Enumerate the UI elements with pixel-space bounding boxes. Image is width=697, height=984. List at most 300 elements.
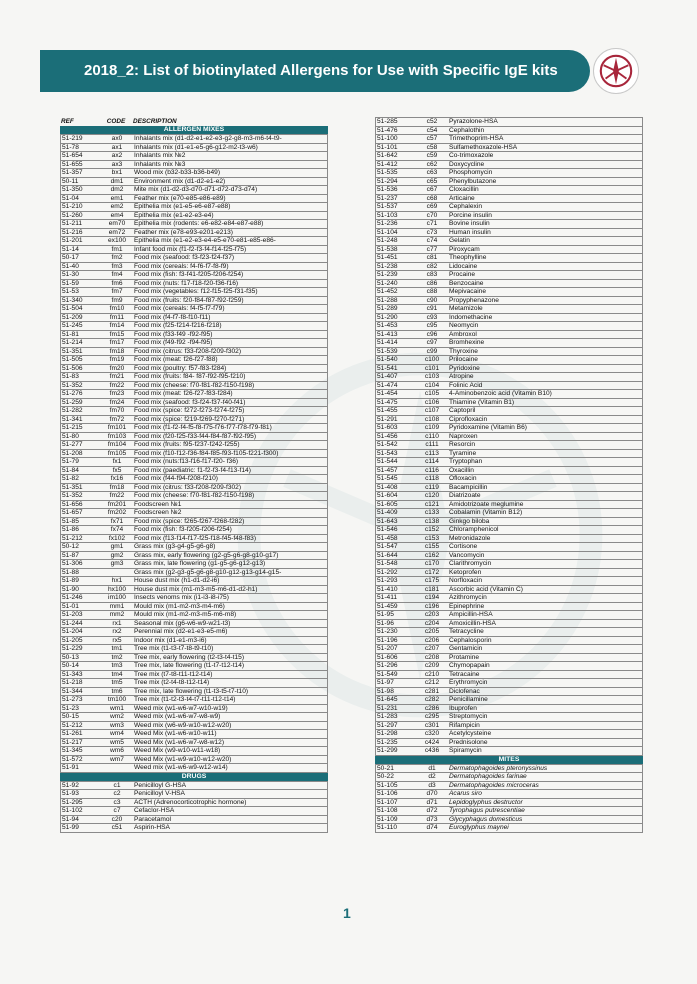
ref-cell: 51-344 [62, 687, 83, 695]
code-cell: wm4 [110, 730, 124, 737]
ref-cell: 51-237 [377, 194, 398, 202]
description-cell: Food mix (f44-f94-f208-f210) [134, 475, 218, 482]
ref-cell: 51-542 [377, 441, 398, 448]
ref-cell: 51-108 [377, 807, 398, 814]
table-row [375, 254, 643, 263]
ref-cell: 51-212 [62, 534, 83, 542]
code-cell: im100 [108, 594, 126, 601]
ref-cell: 51-239 [377, 271, 398, 278]
description-cell: Prilocaine [449, 356, 478, 363]
section-mites: MITES [375, 756, 643, 764]
ref-cell: 51-451 [377, 254, 398, 261]
description-cell: Tyramine [449, 449, 477, 457]
description-cell: Grass mix, early flowering (g2-g5-g6-g8-g10-g17) [134, 551, 279, 559]
table-row [60, 560, 328, 569]
code-cell: fm4 [111, 271, 123, 278]
ref-cell: 51-409 [377, 509, 398, 516]
description-cell: Food mix (seafood: f3-f24-f37-f40-f41) [134, 398, 246, 406]
ref-cell: 51-293 [377, 577, 398, 584]
code-cell: fm20 [109, 364, 125, 372]
ref-cell: 51-474 [377, 381, 398, 389]
ref-cell: 51-414 [377, 339, 398, 346]
table-row [60, 509, 328, 518]
code-cell: c77 [426, 245, 438, 253]
table-row [60, 263, 328, 272]
description-cell: Food mix (cheese: f70-f81-f82-f150-f198) [134, 381, 255, 389]
ref-cell: 51-97 [377, 679, 394, 686]
table-row [60, 458, 328, 467]
code-cell: fx1 [112, 458, 122, 465]
ref-cell: 51-260 [62, 211, 83, 219]
ref-cell: 51-541 [377, 364, 398, 372]
ref-cell: 51-549 [377, 670, 398, 678]
ref-cell: 51-211 [62, 220, 83, 227]
code-cell: c120 [424, 492, 440, 499]
ref-cell: 51-81 [62, 330, 79, 338]
code-cell: c320 [424, 730, 440, 737]
table-row [375, 424, 643, 433]
code-cell: fm3 [111, 262, 123, 270]
code-cell: c106 [424, 398, 440, 406]
ref-cell: 51-288 [377, 296, 398, 304]
table-row [60, 339, 328, 348]
code-cell: c212 [424, 679, 440, 686]
table-row [375, 178, 643, 187]
table-row [60, 824, 328, 833]
description-cell: Weed Mix (w1-w6-w7-w8-w12) [134, 738, 225, 746]
description-cell: Inhalants mix №3 [134, 160, 186, 168]
ref-cell: 51-410 [377, 585, 398, 593]
ref-cell: 51-455 [377, 407, 398, 414]
table-row [60, 654, 328, 663]
table-row [60, 696, 328, 705]
code-cell: c3 [113, 798, 121, 806]
table-row [60, 586, 328, 595]
code-cell: c91 [426, 305, 438, 312]
code-cell: c82 [426, 262, 438, 270]
description-cell: Tree mix, late flowering (t1-t7-t12-t14) [134, 662, 245, 669]
code-cell: c424 [424, 738, 440, 746]
table-row [60, 569, 328, 578]
description-cell: Insects venoms mix (i1-i3-i8-i75) [134, 594, 229, 601]
table-row [60, 246, 328, 255]
ref-cell: 51-236 [377, 220, 398, 227]
code-cell: fm7 [111, 288, 123, 295]
table-row [375, 441, 643, 450]
ref-cell: 51-538 [377, 245, 398, 253]
ref-cell: 51-603 [377, 424, 398, 431]
table-row [60, 662, 328, 671]
table-row [60, 305, 328, 314]
description-cell: Inhalants mix (d1-d2-e1-e2-e3-g2-g8-m3-m6-t4-t9- [134, 135, 282, 142]
code-cell: c62 [426, 160, 438, 168]
table-row [60, 722, 328, 731]
ref-cell: 51-23 [62, 704, 79, 712]
code-cell: c281 [424, 687, 440, 695]
code-cell: wm1 [110, 704, 124, 712]
code-cell: fm105 [107, 449, 127, 457]
description-cell: Articaine [449, 194, 475, 202]
table-row [60, 526, 328, 535]
table-row [375, 816, 643, 825]
code-cell: c65 [426, 177, 438, 185]
description-cell: 4-Aminobenzoic acid (Vitamin B10) [449, 390, 552, 397]
description-cell: Dermatophagoides farinae [449, 773, 527, 780]
table-row [60, 416, 328, 425]
description-cell: Doxycycline [449, 160, 485, 168]
ref-cell: 51-407 [377, 373, 398, 380]
table-row [375, 560, 643, 569]
code-cell: c68 [426, 194, 438, 202]
ref-cell: 51-453 [377, 322, 398, 329]
code-cell: fm1 [111, 245, 123, 253]
ref-cell: 50-12 [62, 543, 79, 550]
code-cell: fx16 [110, 475, 124, 482]
ref-cell: 51-218 [62, 679, 83, 686]
description-cell: Cloxacillin [449, 186, 479, 193]
allergen-mixes-table [60, 134, 328, 773]
ref-cell: 51-107 [377, 798, 398, 806]
table-row [375, 263, 643, 272]
description-cell: Resorcin [449, 441, 476, 448]
description-cell: Food mix (spice: f219-f269-f270-f271) [134, 415, 245, 423]
code-cell: c74 [426, 237, 438, 244]
ref-cell: 51-203 [62, 611, 83, 618]
description-cell: Epithelia mix (rodents: e6-e82-e84-e87-e88) [134, 220, 264, 227]
ref-cell: 51-261 [62, 730, 83, 737]
description-cell: Tree mix (t1-t2-t3-t4-t7-t11-t12-t14) [134, 696, 236, 703]
drugs-table-left [60, 781, 328, 833]
description-cell: Weed Mix (w9-w10-w11-w18) [134, 747, 221, 754]
description-cell: Procaine [449, 271, 476, 278]
table-row [60, 297, 328, 306]
table-row [60, 671, 328, 680]
code-cell: c194 [424, 594, 440, 601]
ref-cell: 51-572 [62, 755, 83, 763]
table-row [60, 152, 328, 161]
code-cell: em2 [110, 203, 124, 210]
table-row [375, 135, 643, 144]
table-row [60, 254, 328, 263]
table-row [60, 450, 328, 459]
ref-cell: 51-248 [377, 237, 398, 244]
ref-cell: 51-291 [377, 415, 398, 423]
code-cell: c170 [424, 560, 440, 567]
header-code: CODE [106, 118, 126, 125]
table-row [375, 671, 643, 680]
ref-cell: 51-240 [377, 279, 398, 287]
code-cell: c208 [424, 653, 440, 661]
code-cell: fm2 [111, 254, 123, 261]
code-cell: c119 [425, 483, 439, 491]
table-row [375, 543, 643, 552]
ref-cell: 51-539 [377, 347, 398, 355]
description-cell: Food mix (fruits: f84- f87-f92-f95-f210) [134, 373, 246, 380]
description-cell: Pyrazolone-HSA [449, 118, 498, 125]
ref-cell: 51-411 [377, 594, 398, 601]
description-cell: Food mix (seafood: f3-f23-f24-f37) [134, 254, 235, 261]
code-cell: c108 [424, 415, 440, 423]
ref-cell: 51-546 [377, 526, 398, 533]
ref-cell: 51-655 [62, 160, 83, 168]
ref-cell: 51-100 [377, 135, 398, 142]
table-row [375, 594, 643, 603]
code-cell: c205 [424, 628, 440, 635]
code-cell: c172 [424, 568, 440, 576]
description-cell: Food mix (nuts: f17-f18-f20-f36-f16) [134, 279, 239, 287]
description-cell: Food mix (f13-f14-f17-f25-f18-f45-f48-f83) [134, 534, 257, 542]
description-cell: Mould mix (m1-m2-m3-m5-m6-m8) [134, 611, 237, 618]
table-row [375, 314, 643, 323]
code-cell: fm201 [107, 500, 127, 508]
ref-cell: 51-352 [62, 381, 83, 389]
ref-cell: 51-457 [377, 466, 398, 474]
ref-cell: 51-40 [62, 262, 79, 270]
code-cell: c110 [425, 432, 439, 440]
description-cell: Phosphomycin [449, 169, 493, 176]
code-cell: c96 [426, 330, 438, 338]
description-cell: Food mix (fish: f3-f205-f206-f254) [134, 526, 232, 533]
table-row [375, 739, 643, 748]
table-row [375, 305, 643, 314]
code-cell: d2 [428, 773, 436, 780]
description-cell: Amoxicillin-HSA [449, 619, 496, 627]
description-cell: Food mix (vegetables: f12-f15-f25-f31-f35) [134, 288, 258, 295]
description-cell: Trimethoprim-HSA [449, 135, 504, 142]
ref-cell: 51-235 [377, 738, 398, 746]
table-row [375, 322, 643, 331]
description-cell: Cobalamin (Vitamin B12) [449, 509, 523, 516]
ref-cell: 51-290 [377, 313, 398, 321]
table-row [375, 526, 643, 535]
table-row [60, 637, 328, 646]
ref-cell: 51-294 [377, 177, 398, 185]
table-row [60, 135, 328, 144]
description-cell: Rifampicin [449, 721, 480, 729]
ref-cell: 51-351 [62, 347, 83, 355]
table-row [60, 645, 328, 654]
code-cell: c181 [424, 585, 440, 593]
mites-table [375, 764, 643, 833]
section-drugs: DRUGS [60, 773, 328, 781]
ref-cell: 51-229 [62, 645, 83, 652]
ref-cell: 51-299 [377, 747, 398, 754]
ref-cell: 51-351 [62, 483, 83, 491]
code-cell: c113 [425, 449, 439, 457]
code-cell: c54 [426, 126, 438, 134]
ref-cell: 51-341 [62, 415, 83, 423]
code-cell: gm1 [110, 543, 124, 550]
description-cell: Ampicillin-HSA [449, 611, 493, 618]
code-cell: c105 [424, 390, 440, 397]
table-row [375, 518, 643, 527]
table-row [60, 790, 328, 799]
table-row [60, 186, 328, 195]
description-cell: Inhalants mix №2 [134, 152, 186, 159]
ref-cell: 51-536 [377, 186, 398, 193]
description-cell: Perennial mix (d2-e1-e3-e5-m6) [134, 628, 228, 635]
ref-cell: 50-14 [62, 662, 79, 669]
code-cell: c69 [426, 203, 438, 210]
code-cell: rx2 [112, 628, 122, 635]
ref-cell: 51-277 [62, 441, 83, 448]
description-cell: Paracetamol [134, 815, 172, 823]
table-row [60, 237, 328, 246]
table-row [60, 594, 328, 603]
ref-cell: 51-276 [62, 390, 83, 397]
ref-cell: 51-215 [62, 424, 83, 431]
description-cell: Food mix (nuts:f13-f16-f17-f20- f36) [134, 458, 239, 465]
table-row [60, 552, 328, 561]
description-cell: Tree mix (t1-t3-t7-t8-t9-t10) [134, 645, 214, 652]
code-cell: fm6 [111, 279, 123, 287]
table-row [375, 492, 643, 501]
table-row [375, 603, 643, 612]
table-row [60, 271, 328, 280]
code-cell: c58 [426, 143, 438, 151]
description-cell: Weed mix (w6-w9-w10-w12-w20) [134, 721, 232, 729]
code-cell: c209 [424, 662, 440, 669]
table-row [375, 722, 643, 731]
table-row [375, 765, 643, 774]
ref-cell: 51-79 [62, 458, 79, 465]
ref-cell: 51-59 [62, 279, 79, 287]
description-cell: Feather mix (e70-e85-e86-e89) [134, 194, 226, 202]
ref-cell: 51-90 [62, 585, 79, 593]
code-cell: c95 [426, 322, 438, 329]
description-cell: Ascorbic acid (Vitamin C) [449, 585, 523, 593]
ref-cell: 51-454 [377, 390, 398, 397]
description-cell: Food mix (meat: f26-f27-f83-f284) [134, 390, 233, 397]
page-number: 1 [343, 905, 351, 921]
description-cell: Phenylbutazone [449, 177, 497, 185]
ref-cell: 51-80 [62, 432, 79, 440]
ref-cell: 51-645 [377, 696, 398, 703]
table-row [375, 484, 643, 493]
ref-cell: 51-201 [62, 237, 83, 244]
description-cell: House dust mix (h1-d1-d2-i6) [134, 577, 220, 584]
code-cell: d70 [426, 790, 438, 797]
description-cell: Food mix (f33-f49 -f92-f95) [134, 330, 213, 338]
description-cell: Penicilloyl V-HSA [134, 790, 185, 797]
ref-cell: 51-87 [62, 551, 79, 559]
table-row [60, 288, 328, 297]
code-cell: rx1 [112, 619, 122, 627]
table-row [375, 654, 643, 663]
ref-cell: 51-543 [377, 449, 398, 457]
table-row [60, 203, 328, 212]
description-cell: Euroglyphus maynei [449, 824, 509, 831]
code-cell: wm6 [110, 747, 124, 754]
code-cell: fx102 [108, 534, 126, 542]
ref-cell: 51-413 [377, 330, 398, 338]
ref-cell: 50-13 [62, 653, 79, 661]
code-cell: c155 [424, 543, 440, 550]
code-cell: tm6 [111, 687, 123, 695]
ref-cell: 51-340 [62, 296, 83, 304]
description-cell: Grass mix (g3-g4-g5-g6-g8) [134, 543, 216, 550]
ref-cell: 51-106 [377, 790, 398, 797]
ref-cell: 51-456 [377, 432, 398, 440]
description-cell: Penicilloyl G-HSA [134, 781, 187, 789]
code-cell: dm1 [110, 177, 124, 185]
code-cell: fm18 [109, 483, 125, 491]
table-row [375, 416, 643, 425]
code-cell: c286 [424, 704, 440, 712]
code-cell: d74 [426, 824, 438, 831]
table-row [60, 331, 328, 340]
code-cell: fx5 [112, 466, 122, 474]
code-cell: ax0 [111, 135, 123, 142]
description-cell: Lidocaine [449, 262, 478, 270]
code-cell: em70 [108, 220, 126, 227]
table-row [375, 407, 643, 416]
description-cell: Food mix (meat: f26-f27-f88) [134, 356, 218, 363]
description-cell: Food mix (spice: f265-f267-f268-f282) [134, 517, 245, 525]
ref-cell: 51-545 [377, 475, 398, 482]
ref-cell: 51-505 [62, 356, 83, 363]
description-cell: Cortisone [449, 543, 478, 550]
description-cell: Bromhexine [449, 339, 485, 346]
ref-cell: 51-459 [377, 602, 398, 610]
description-cell: Diclofenac [449, 687, 480, 695]
code-cell: fm21 [109, 373, 125, 380]
description-cell: Food mix (f10-f12-f36-f84-f85-f93-f105-f221-f300) [134, 449, 279, 457]
description-cell: Cephalosporin [449, 636, 492, 644]
code-cell: tm5 [111, 679, 123, 686]
left-column [60, 117, 328, 833]
code-cell: fm72 [109, 415, 125, 423]
table-row [60, 807, 328, 816]
ref-cell: 50-17 [62, 254, 79, 261]
ref-cell: 51-83 [62, 373, 79, 380]
code-cell: c67 [426, 186, 438, 193]
description-cell: Folinic Acid [449, 381, 483, 389]
description-cell: Bacampicillin [449, 483, 488, 491]
description-cell: Captopril [449, 407, 476, 414]
code-cell: wm3 [110, 721, 124, 729]
code-cell: c203 [424, 611, 440, 618]
table-row [60, 679, 328, 688]
ref-cell: 51-604 [377, 492, 398, 499]
table-row [60, 424, 328, 433]
table-row [60, 195, 328, 204]
description-cell: Foodscreen №2 [134, 509, 182, 516]
code-cell [102, 569, 132, 577]
code-cell: c196 [424, 602, 440, 610]
description-cell: Theophylline [449, 254, 487, 261]
table-row [375, 271, 643, 280]
table-row [375, 152, 643, 161]
code-cell: bx1 [111, 169, 123, 176]
table-row [60, 467, 328, 476]
description-cell: Food mix (f4-f7-f8-f10-f11) [134, 313, 211, 321]
code-cell: fm22 [109, 492, 125, 499]
description-cell: Food mix (poultry: f57-f83-f284) [134, 364, 227, 372]
code-cell: c59 [426, 152, 438, 159]
description-cell: Tryptophan [449, 458, 483, 465]
ref-cell: 51-85 [62, 517, 79, 525]
ref-cell: 51-205 [62, 636, 83, 644]
ref-cell: 51-207 [377, 645, 398, 652]
table-row [60, 492, 328, 501]
ref-cell: 51-196 [377, 636, 398, 644]
table-row [60, 782, 328, 791]
code-cell: d71 [426, 798, 438, 806]
table-row [60, 739, 328, 748]
code-cell: fm23 [109, 390, 125, 397]
ref-cell: 51-285 [377, 118, 398, 125]
